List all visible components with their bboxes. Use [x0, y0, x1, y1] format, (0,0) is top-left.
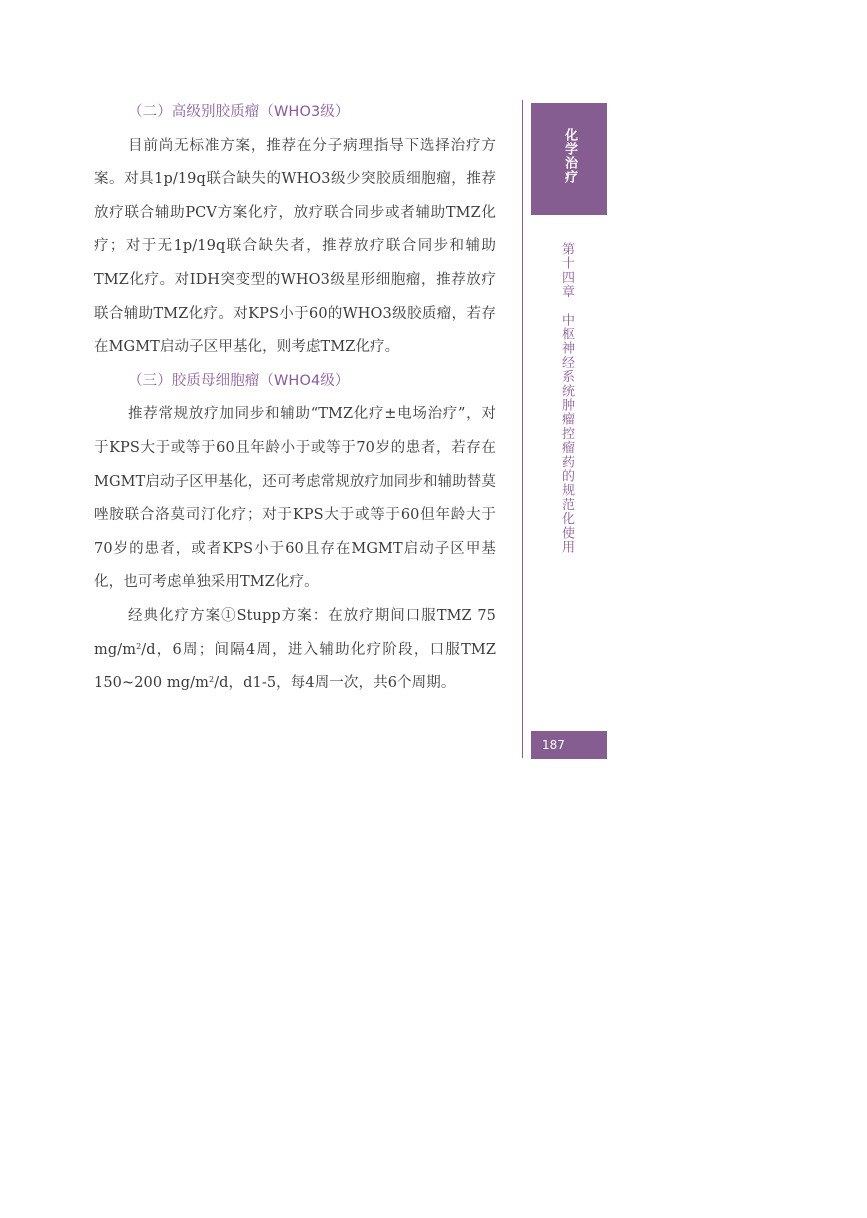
paragraph-high-grade-glioma: 目前尚无标准方案，推荐在分子病理指导下选择治疗方案。对具1p/19q联合缺失的WHO3级少突胶质细胞瘤，推荐放疗联合辅助PCV方案化疗，放疗联合同步或者辅助TMZ化疗；对于无1p/19q联合缺失者，推荐放疗联合同步和辅助TMZ化疗。对IDH突变型的WHO3级星形细胞瘤，推荐放疗联合辅助TMZ化疗。对KPS小于60的WHO3级胶质瘤，若存在MGMT启动子区甲基化，则考虑TMZ化疗。	[94, 137, 496, 356]
chapter-number: 第十四章	[559, 242, 574, 299]
superscript-2: 2	[136, 641, 142, 651]
chapter-running-title	[552, 242, 576, 554]
chapter-title: 中枢神经系统肿瘤控瘤药的规范化使用	[559, 312, 574, 555]
paragraph-stupp-regimen	[94, 600, 496, 701]
page-number: 187	[531, 731, 607, 759]
body-text-column	[94, 96, 496, 701]
stupp-text-part-1: 经典化疗方案①Stupp方案：在放疗期间口服TMZ 75 mg/m	[94, 607, 496, 658]
stupp-text-part-2: /d，6周；间隔4周，进入辅助化疗阶段，口服TMZ 150~200 mg/m	[94, 641, 496, 692]
paragraph-glioblastoma: 推荐常规放疗加同步和辅助“TMZ化疗±电场治疗”，对于KPS大于或等于60且年龄小于或等于70岁的患者，若存在MGMT启动子区甲基化，还可考虑常规放疗加同步和辅助替莫唑胺联合洛莫司汀化疗；对于KPS大于或等于60但年龄大于70岁的患者，或者KPS小于60且存在MGMT启动子区甲基化，也可考虑单独采用TMZ化疗。	[94, 406, 496, 591]
stupp-text-part-3: /d，d1-5，每4周一次，共6个周期。	[214, 675, 456, 692]
section-heading-high-grade-glioma: （二）高级别胶质瘤（WHO3级）	[128, 104, 350, 120]
section-heading-glioblastoma: （三）胶质母细胞瘤（WHO4级）	[128, 372, 350, 389]
column-divider	[522, 100, 523, 758]
chapter-tab	[531, 103, 607, 215]
tab-label: 化学治疗	[562, 128, 577, 184]
superscript-2: 2	[208, 675, 215, 685]
